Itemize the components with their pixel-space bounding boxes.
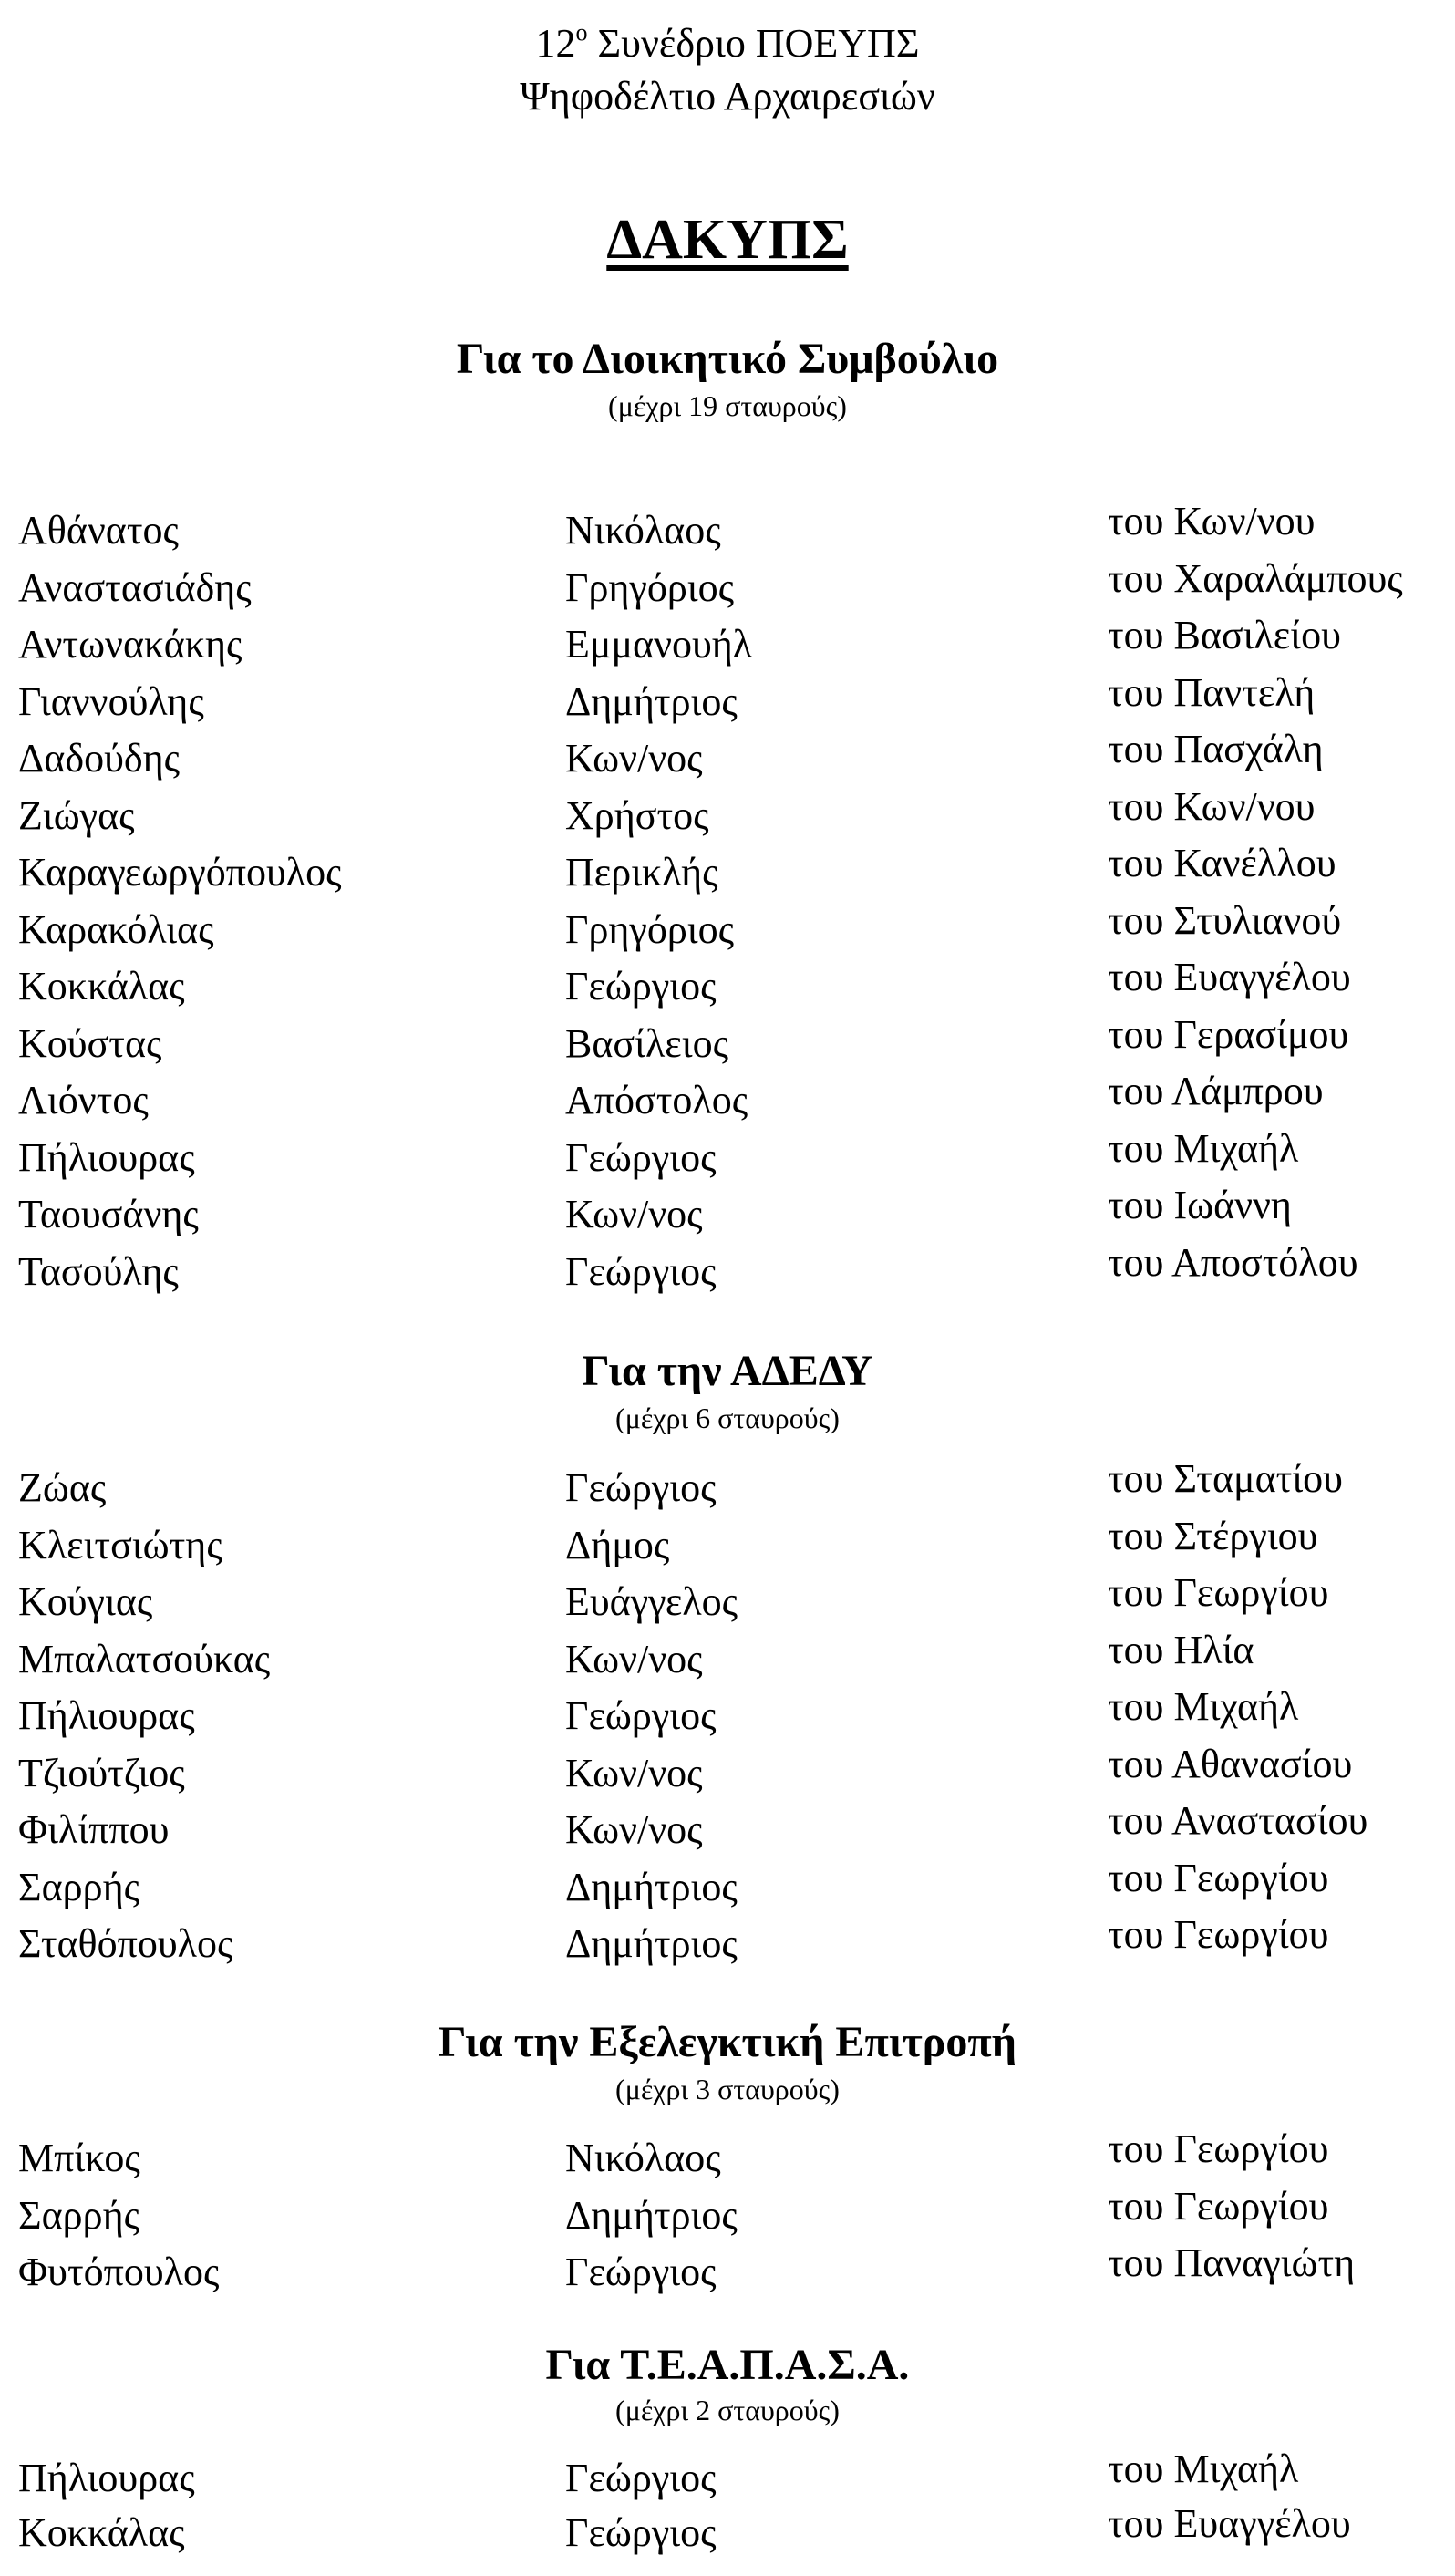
section-note: (μέχρι 2 σταυρούς) bbox=[615, 2394, 840, 2426]
candidate-first-name: Γεώργιος bbox=[565, 2510, 717, 2555]
congress-title bbox=[0, 9, 1455, 67]
candidate-surname: Τζιούτζιος bbox=[18, 1750, 185, 1795]
candidate-surname: Τασούλης bbox=[18, 1248, 179, 1294]
congress-number-superscript: ο bbox=[575, 19, 588, 46]
candidate-first-name: Γεώργιος bbox=[565, 2456, 717, 2500]
candidate-first-name: Γεώργιος bbox=[565, 1248, 717, 1294]
candidate-father-name: του Γεωργίου bbox=[1108, 2126, 1329, 2171]
candidate-surname: Καρακόλιας bbox=[18, 906, 214, 952]
candidate-surname: Φυτόπουλος bbox=[18, 2250, 220, 2294]
candidate-surname: Μπίκος bbox=[18, 2136, 140, 2180]
candidate-surname: Πήλιουρας bbox=[18, 1693, 195, 1738]
section-title: Για την Εξελεγκτική Επιτροπή bbox=[439, 2018, 1016, 2066]
candidate-first-name: Κων/νος bbox=[565, 1192, 703, 1236]
section-note: (μέχρι 6 σταυρούς) bbox=[615, 1402, 840, 1434]
candidate-father-name: του Κων/νου bbox=[1108, 783, 1316, 829]
candidate-father-name: του Χαραλάμπους bbox=[1108, 555, 1403, 601]
candidate-first-name: Γεώργιος bbox=[565, 1465, 717, 1510]
candidate-father-name: του Λάμπρου bbox=[1108, 1069, 1324, 1113]
congress-number: 12 bbox=[535, 21, 576, 66]
candidate-first-name: Γεώργιος bbox=[565, 2250, 717, 2294]
candidate-father-name: του Αναστασίου bbox=[1108, 1798, 1368, 1843]
candidate-father-name: του Κων/νου bbox=[1108, 499, 1316, 543]
candidate-surname: Σαρρής bbox=[18, 1864, 140, 1909]
candidate-surname: Κούστας bbox=[18, 1020, 162, 1066]
candidate-father-name: του Στέργιου bbox=[1108, 1513, 1318, 1558]
organization-title: ΔΑΚΥΠΣ bbox=[606, 209, 849, 271]
candidate-surname: Λιόντος bbox=[18, 1078, 149, 1122]
candidate-father-name: του Σταματίου bbox=[1108, 1456, 1343, 1501]
candidate-first-name: Νικόλαος bbox=[565, 2136, 721, 2180]
section-title: Για Τ.Ε.Α.Π.Α.Σ.Α. bbox=[545, 2341, 910, 2389]
candidate-surname: Δαδούδης bbox=[18, 736, 181, 781]
candidate-first-name: Γεώργιος bbox=[565, 964, 717, 1009]
candidate-row bbox=[0, 2240, 1455, 2305]
section-title: Για το Διοικητικό Συμβούλιο bbox=[456, 335, 999, 383]
candidate-father-name: του Κανέλλου bbox=[1108, 841, 1336, 885]
ballot-title: Ψηφοδέλτιο Αρχαιρεσιών bbox=[520, 74, 935, 119]
candidate-surname: Κοκκάλας bbox=[18, 964, 185, 1009]
candidate-first-name: Δημήτριος bbox=[565, 2192, 738, 2238]
candidate-surname: Φιλίππου bbox=[18, 1807, 170, 1852]
candidate-father-name: του Βασιλείου bbox=[1108, 613, 1341, 657]
candidate-row bbox=[0, 2501, 1455, 2566]
candidate-first-name: Δημήτριος bbox=[565, 678, 738, 724]
candidate-father-name: του Πασχάλη bbox=[1108, 727, 1324, 771]
candidate-first-name: Κων/νος bbox=[565, 1636, 703, 1681]
candidate-surname: Ζιώγας bbox=[18, 792, 135, 838]
candidate-father-name: του Αποστόλου bbox=[1108, 1239, 1358, 1285]
candidate-father-name: του Ευαγγέλου bbox=[1108, 955, 1351, 999]
candidate-father-name: του Γερασίμου bbox=[1108, 1011, 1349, 1057]
candidate-first-name: Δημήτριος bbox=[565, 1921, 738, 1966]
candidate-father-name: του Παναγιώτη bbox=[1108, 2240, 1356, 2285]
candidate-surname: Μπαλατσούκας bbox=[18, 1636, 271, 1681]
candidate-first-name: Περικλής bbox=[565, 850, 718, 895]
candidate-first-name: Γρηγόριος bbox=[565, 564, 735, 610]
candidate-surname: Ταουσάνης bbox=[18, 1192, 199, 1236]
candidate-father-name: του Μιχαήλ bbox=[1108, 1125, 1299, 1171]
section-note: (μέχρι 3 σταυρούς) bbox=[615, 2073, 840, 2105]
section-note: (μέχρι 19 σταυρούς) bbox=[608, 389, 847, 422]
candidate-surname: Σαρρής bbox=[18, 2192, 140, 2238]
candidate-surname: Ζώας bbox=[18, 1465, 107, 1510]
candidate-first-name: Κων/νος bbox=[565, 1807, 703, 1852]
candidate-first-name: Δημήτριος bbox=[565, 1864, 738, 1909]
candidate-first-name: Βασίλειος bbox=[565, 1020, 729, 1066]
candidate-first-name: Εμμανουήλ bbox=[565, 622, 753, 667]
candidate-father-name: του Στυλιανού bbox=[1108, 897, 1342, 943]
candidate-surname: Γιαννούλης bbox=[18, 678, 204, 724]
candidate-father-name: του Γεωργίου bbox=[1108, 1855, 1329, 1900]
candidate-surname: Πήλιουρας bbox=[18, 2456, 195, 2500]
candidate-father-name: του Γεωργίου bbox=[1108, 2183, 1329, 2229]
candidate-first-name: Γρηγόριος bbox=[565, 906, 735, 952]
candidate-father-name: του Ιωάννη bbox=[1108, 1183, 1292, 1227]
candidate-first-name: Γεώργιος bbox=[565, 1693, 717, 1738]
candidate-row bbox=[0, 1912, 1455, 1977]
candidate-first-name: Δήμος bbox=[565, 1522, 670, 1567]
candidate-father-name: του Αθανασίου bbox=[1108, 1741, 1353, 1786]
candidate-surname: Κοκκάλας bbox=[18, 2510, 185, 2555]
candidate-father-name: του Ηλία bbox=[1108, 1627, 1254, 1672]
candidate-surname: Καραγεωργόπουλος bbox=[18, 850, 342, 895]
candidate-first-name: Απόστολος bbox=[565, 1078, 748, 1122]
candidate-row bbox=[0, 1239, 1455, 1305]
section-title: Για την ΑΔΕΔΥ bbox=[582, 1347, 873, 1395]
candidate-first-name: Νικόλαος bbox=[565, 508, 721, 553]
candidate-father-name: του Μιχαήλ bbox=[1108, 1684, 1299, 1729]
candidate-father-name: του Μιχαήλ bbox=[1108, 2447, 1299, 2491]
candidate-surname: Αναστασιάδης bbox=[18, 564, 252, 610]
candidate-first-name: Γεώργιος bbox=[565, 1134, 717, 1180]
candidate-first-name: Χρήστος bbox=[565, 792, 709, 838]
candidate-first-name: Κων/νος bbox=[565, 736, 703, 781]
candidate-surname: Κλειτσιώτης bbox=[18, 1522, 222, 1567]
congress-text: Συνέδριο ΠΟΕΥΠΣ bbox=[597, 21, 920, 66]
candidate-surname: Σταθόπουλος bbox=[18, 1921, 233, 1966]
candidate-father-name: του Ευαγγέλου bbox=[1108, 2501, 1351, 2546]
candidate-surname: Πήλιουρας bbox=[18, 1134, 195, 1180]
candidate-surname: Αθάνατος bbox=[18, 508, 179, 553]
candidate-first-name: Ευάγγελος bbox=[565, 1579, 738, 1624]
candidate-surname: Κούγιας bbox=[18, 1579, 153, 1624]
candidate-surname: Αντωνακάκης bbox=[18, 622, 242, 667]
candidate-father-name: του Γεωργίου bbox=[1108, 1570, 1329, 1615]
candidate-father-name: του Γεωργίου bbox=[1108, 1912, 1329, 1957]
candidate-father-name: του Παντελή bbox=[1108, 669, 1316, 715]
candidate-first-name: Κων/νος bbox=[565, 1750, 703, 1795]
